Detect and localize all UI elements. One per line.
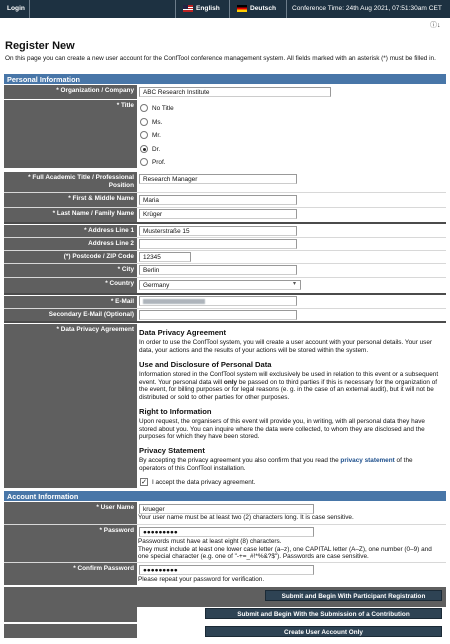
- confirm-password-hint: Please repeat your password for verification.: [138, 576, 265, 583]
- uk-flag-icon: [183, 5, 193, 12]
- section-separator: [4, 222, 446, 224]
- privacy-paragraph-3: Upon request, the organisers of this event will provide you, in writing, with all personal data they have stored about you. You can inquire where the data were collected, to whom they are disclosed and the purposes for which they have been stored.: [139, 418, 425, 441]
- title-option-ms[interactable]: Ms.: [140, 118, 162, 126]
- chevron-down-icon: ▾: [292, 281, 296, 287]
- button-row: [4, 624, 137, 638]
- page-tools: [430, 20, 441, 30]
- radio-icon: [140, 118, 148, 126]
- checkmark-icon: ✓: [141, 479, 147, 486]
- password-label: * Password: [4, 525, 137, 562]
- organization-input[interactable]: ABC Research Institute: [139, 87, 331, 97]
- privacy-accept-checkbox[interactable]: [140, 478, 255, 486]
- username-input[interactable]: krueger: [139, 504, 314, 514]
- privacy-statement-link[interactable]: privacy statement: [340, 457, 395, 464]
- privacy-paragraph-2: Information stored in the ConfTool system will exclusively be used in relation to this event or a subsequent event. Your personal data will only be passed on to third parties if this is necessary for the organization of the event, for billing purposes or for legal reasons (e. g. in the case of an external audit), but it will not be distributed or sold to other parties for other purposes.: [139, 371, 439, 402]
- postcode-input[interactable]: 12345: [139, 252, 191, 262]
- confirm-password-label: * Confirm Password: [4, 563, 137, 585]
- secondary-email-input[interactable]: [139, 310, 297, 320]
- german-flag-icon: [237, 5, 247, 12]
- organization-label: * Organization / Company: [4, 85, 137, 99]
- privacy-heading-statement: Privacy Statement: [139, 446, 205, 455]
- top-bar: [0, 0, 450, 18]
- address-line-1-label: * Address Line 1: [4, 225, 137, 237]
- radio-icon: [140, 158, 148, 166]
- privacy-paragraph-1: In order to use the ConfTool system, you will create a user account with your personal details. Your user data, your actions and the results of your actions will be stored within the system.: [139, 339, 433, 354]
- postcode-label: (*) Postcode / ZIP Code: [4, 251, 137, 263]
- privacy-heading: Data Privacy Agreement: [139, 328, 227, 337]
- language-english[interactable]: [183, 5, 220, 12]
- title-option-mr[interactable]: Mr.: [140, 131, 161, 139]
- privacy-heading-right: Right to Information: [139, 407, 212, 416]
- username-hint: Your user name must be at least two (2) characters long. It is case sensitive.: [138, 514, 354, 521]
- country-select-value: Germany: [143, 282, 170, 289]
- radio-icon: [140, 104, 148, 112]
- username-label: * User Name: [4, 502, 137, 524]
- section-personal-information: Personal Information: [4, 74, 446, 84]
- country-select[interactable]: [139, 280, 301, 290]
- help-icon[interactable]: ⓘ: [430, 22, 437, 29]
- address-line-1-input[interactable]: Musterstraße 15: [139, 226, 297, 236]
- section-separator: [4, 293, 446, 295]
- last-name-input[interactable]: Krüger: [139, 209, 297, 219]
- button-row: [4, 607, 137, 622]
- radio-icon: [140, 131, 148, 139]
- divider: [229, 0, 230, 18]
- divider: [175, 0, 176, 18]
- submit-contribution-button[interactable]: Submit and Begin With the Submission of a Contribution: [205, 608, 442, 619]
- section-account-information: Account Information: [4, 491, 446, 501]
- sort-down-icon[interactable]: ↓: [437, 22, 441, 29]
- address-line-2-input[interactable]: [139, 239, 297, 249]
- email-label: * E-Mail: [4, 296, 137, 308]
- secondary-email-label: Secondary E-Mail (Optional): [4, 309, 137, 321]
- city-label: * City: [4, 264, 137, 277]
- divider: [286, 0, 287, 18]
- language-german-label: Deutsch: [250, 5, 277, 12]
- email-input[interactable]: [139, 296, 297, 306]
- submit-participant-button[interactable]: Submit and Begin With Participant Registration: [265, 590, 442, 601]
- first-name-input[interactable]: Maria: [139, 195, 297, 205]
- country-label: * Country: [4, 278, 137, 293]
- academic-title-input[interactable]: Research Manager: [139, 174, 297, 184]
- section-separator: [4, 321, 446, 323]
- confirm-password-input[interactable]: ●●●●●●●●●: [139, 565, 314, 575]
- first-name-label: * First & Middle Name: [4, 193, 137, 207]
- title-option-no-title[interactable]: No Title: [140, 104, 174, 112]
- password-input[interactable]: ●●●●●●●●●: [139, 527, 314, 537]
- email-redacted: [143, 299, 205, 304]
- privacy-paragraph-4: By accepting the privacy agreement you also confirm that you read the privacy statement of the operators of this ConfTool installation.: [139, 457, 413, 472]
- page-title: Register New: [5, 40, 75, 52]
- privacy-accept-label: I accept the data privacy agreement.: [152, 478, 256, 486]
- title-label: * Title: [4, 100, 137, 168]
- password-hint: Passwords must have at least eight (8) characters. They must include at least one lower case letter (a–z), one CAPITAL letter (A–Z), one number (0–9) and one special character (e.g. one of "-+=_#!*%&?$"). Passwords are case sensitive.: [138, 538, 432, 561]
- language-english-label: English: [196, 5, 220, 12]
- last-name-label: * Last Name / Family Name: [4, 208, 137, 222]
- academic-title-label: * Full Academic Title / Professional Position: [4, 172, 137, 192]
- language-german[interactable]: [237, 5, 276, 12]
- conference-time: Conference Time: 24th Aug 2021, 07:51:30am CET: [292, 5, 442, 12]
- title-option-dr[interactable]: Dr.: [140, 145, 160, 153]
- intro-text: On this page you can create a new user account for the ConfTool conference management system. All fields marked with an asterisk (*) must be filled in.: [5, 55, 436, 62]
- city-input[interactable]: Berlin: [139, 265, 297, 275]
- create-account-only-button[interactable]: Create User Account Only: [205, 626, 442, 637]
- title-option-prof[interactable]: Prof.: [140, 158, 166, 166]
- privacy-heading-disclosure: Use and Disclosure of Personal Data: [139, 360, 272, 369]
- login-link[interactable]: Login: [0, 0, 30, 18]
- address-line-2-label: Address Line 2: [4, 238, 137, 250]
- radio-selected-icon: [140, 145, 148, 153]
- privacy-label: * Data Privacy Agreement: [4, 324, 137, 488]
